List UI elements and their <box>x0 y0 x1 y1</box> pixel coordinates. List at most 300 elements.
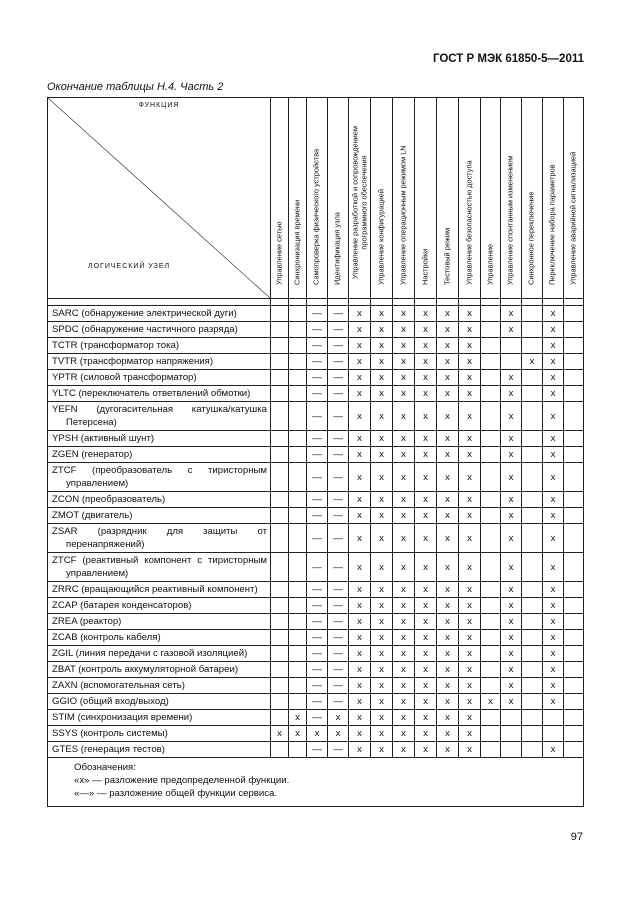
mark-cell: x <box>415 431 437 447</box>
column-header <box>371 98 393 299</box>
mark-cell <box>564 710 584 726</box>
mark-cell: x <box>415 322 437 338</box>
mark-cell: x <box>459 694 481 710</box>
mark-cell <box>289 402 307 431</box>
mark-cell: x <box>459 742 481 758</box>
mark-cell: x <box>371 431 393 447</box>
mark-cell: x <box>459 322 481 338</box>
mark-cell <box>522 431 543 447</box>
mark-cell <box>289 646 307 662</box>
mark-cell <box>289 630 307 646</box>
mark-cell: x <box>393 463 415 492</box>
column-header <box>328 98 349 299</box>
column-header <box>481 98 501 299</box>
mark-cell: — <box>307 386 328 402</box>
mark-cell: x <box>371 646 393 662</box>
mark-cell: x <box>393 742 415 758</box>
mark-cell: x <box>437 524 459 553</box>
mark-cell: — <box>328 322 349 338</box>
mark-cell: x <box>501 553 522 582</box>
mark-cell <box>522 553 543 582</box>
mark-cell <box>271 582 289 598</box>
mark-cell: x <box>543 508 564 524</box>
logical-node-name: ZBAT (контроль аккумуляторной батареи) <box>48 662 271 678</box>
mark-cell <box>271 614 289 630</box>
logical-node-axis-label: ЛОГИЧЕСКИЙ УЗЕЛ <box>88 263 171 270</box>
mark-cell: x <box>437 386 459 402</box>
mark-cell: — <box>328 354 349 370</box>
mark-cell <box>564 662 584 678</box>
mark-cell: x <box>415 582 437 598</box>
mark-cell: — <box>328 306 349 322</box>
mark-cell: — <box>328 662 349 678</box>
table-row <box>48 614 584 630</box>
mark-cell: x <box>437 678 459 694</box>
table-row <box>48 694 584 710</box>
mark-cell: x <box>349 553 371 582</box>
mark-cell: x <box>393 370 415 386</box>
mark-cell: x <box>501 630 522 646</box>
mark-cell: — <box>307 306 328 322</box>
mark-cell: — <box>307 553 328 582</box>
mark-cell: x <box>393 447 415 463</box>
column-header-label: Тестовый режим <box>442 228 452 286</box>
mark-cell <box>522 742 543 758</box>
mark-cell <box>564 524 584 553</box>
mark-cell: x <box>543 662 564 678</box>
mark-cell: x <box>437 553 459 582</box>
mark-cell: x <box>415 742 437 758</box>
mark-cell: x <box>543 386 564 402</box>
mark-cell: x <box>393 678 415 694</box>
logical-node-name: ZTCF (преобразователь с тиристорным управлением) <box>48 463 271 492</box>
mark-cell <box>481 524 501 553</box>
column-header <box>271 98 289 299</box>
column-header <box>543 98 564 299</box>
mark-cell <box>271 492 289 508</box>
mark-cell <box>271 402 289 431</box>
mark-cell <box>564 646 584 662</box>
column-header-label: Управление операционным режимом LN <box>398 145 408 286</box>
table-row <box>48 338 584 354</box>
logical-node-name: GGIO (общий вход/выход) <box>48 694 271 710</box>
mark-cell: x <box>437 402 459 431</box>
mark-cell: x <box>459 370 481 386</box>
mark-cell <box>522 508 543 524</box>
logical-node-name: ZGIL (линия передачи с газовой изоляцией) <box>48 646 271 662</box>
mark-cell: x <box>415 508 437 524</box>
mark-cell <box>289 524 307 553</box>
logical-node-name: ZSAR (разрядник для защиты от перенапряжений) <box>48 524 271 553</box>
mark-cell <box>289 370 307 386</box>
mark-cell: x <box>371 370 393 386</box>
legend-entry: «—» — разложение общей функции сервиса. <box>74 788 278 799</box>
mark-cell: x <box>437 614 459 630</box>
mark-cell: x <box>393 386 415 402</box>
mark-cell: x <box>371 447 393 463</box>
mark-cell: — <box>307 742 328 758</box>
mark-cell: x <box>371 338 393 354</box>
mark-cell: — <box>307 492 328 508</box>
mark-cell: x <box>543 447 564 463</box>
mark-cell <box>481 338 501 354</box>
mark-cell: — <box>328 742 349 758</box>
mark-cell <box>481 447 501 463</box>
mark-cell: x <box>543 553 564 582</box>
mark-cell <box>289 742 307 758</box>
mark-cell <box>564 726 584 742</box>
table-row <box>48 354 584 370</box>
mark-cell <box>271 306 289 322</box>
mark-cell: x <box>415 354 437 370</box>
mark-cell: x <box>328 726 349 742</box>
mark-cell: x <box>393 694 415 710</box>
mark-cell <box>481 678 501 694</box>
mark-cell <box>289 553 307 582</box>
mark-cell: x <box>481 694 501 710</box>
mark-cell: x <box>349 322 371 338</box>
mark-cell: x <box>543 354 564 370</box>
mark-cell <box>289 322 307 338</box>
mark-cell: x <box>543 614 564 630</box>
mark-cell: — <box>307 598 328 614</box>
mark-cell <box>271 463 289 492</box>
mark-cell: x <box>349 431 371 447</box>
mark-cell: — <box>307 447 328 463</box>
mark-cell: x <box>501 646 522 662</box>
mark-cell: x <box>415 463 437 492</box>
mark-cell: x <box>437 582 459 598</box>
table-row <box>48 370 584 386</box>
mark-cell: x <box>415 614 437 630</box>
mark-cell: x <box>371 694 393 710</box>
mark-cell: x <box>349 338 371 354</box>
logical-node-name: SSYS (контроль системы) <box>48 726 271 742</box>
mark-cell: x <box>501 662 522 678</box>
mark-cell: x <box>415 726 437 742</box>
mark-cell <box>289 431 307 447</box>
mark-cell <box>481 662 501 678</box>
mark-cell: x <box>459 630 481 646</box>
mark-cell: x <box>371 354 393 370</box>
mark-cell: x <box>501 322 522 338</box>
mark-cell: x <box>349 524 371 553</box>
mark-cell: x <box>349 447 371 463</box>
mark-cell: x <box>459 726 481 742</box>
logical-node-name: ZCAP (батарея конденсаторов) <box>48 598 271 614</box>
table-row <box>48 646 584 662</box>
mark-cell: x <box>371 726 393 742</box>
mark-cell: x <box>459 614 481 630</box>
mark-cell <box>564 614 584 630</box>
mark-cell <box>289 354 307 370</box>
mark-cell: x <box>289 726 307 742</box>
column-header-label: Синхронизация времени <box>292 200 302 286</box>
mark-cell: x <box>349 742 371 758</box>
mark-cell: x <box>459 492 481 508</box>
mark-cell: x <box>459 306 481 322</box>
mark-cell: x <box>328 710 349 726</box>
mark-cell <box>481 646 501 662</box>
mark-cell <box>271 646 289 662</box>
mark-cell: x <box>393 598 415 614</box>
mark-cell <box>481 386 501 402</box>
mark-cell: x <box>371 662 393 678</box>
mark-cell <box>289 338 307 354</box>
table-row <box>48 447 584 463</box>
mark-cell: — <box>307 582 328 598</box>
mark-cell <box>271 710 289 726</box>
mark-cell: x <box>393 402 415 431</box>
column-header-label: Управление безопасностью доступа <box>464 160 474 286</box>
mark-cell: — <box>307 646 328 662</box>
mark-cell <box>501 354 522 370</box>
mark-cell: x <box>415 306 437 322</box>
mark-cell: x <box>501 431 522 447</box>
mark-cell: x <box>543 370 564 386</box>
mark-cell: — <box>328 646 349 662</box>
mark-cell <box>271 370 289 386</box>
table-row <box>48 463 584 492</box>
table-row <box>48 492 584 508</box>
mark-cell: x <box>393 710 415 726</box>
mark-cell: x <box>349 463 371 492</box>
mark-cell: x <box>393 662 415 678</box>
logical-node-name: ZRRC (вращающийся реактивный компонент) <box>48 582 271 598</box>
mark-cell: x <box>543 630 564 646</box>
mark-cell: x <box>522 354 543 370</box>
mark-cell: x <box>543 694 564 710</box>
mark-cell <box>481 354 501 370</box>
mark-cell <box>481 614 501 630</box>
mark-cell: x <box>415 402 437 431</box>
mark-cell <box>271 447 289 463</box>
mark-cell <box>481 370 501 386</box>
mark-cell: x <box>349 402 371 431</box>
mark-cell <box>564 630 584 646</box>
mark-cell <box>564 463 584 492</box>
mark-cell: x <box>459 463 481 492</box>
mark-cell: — <box>307 370 328 386</box>
mark-cell: x <box>501 492 522 508</box>
mark-cell: — <box>307 354 328 370</box>
mark-cell: x <box>371 742 393 758</box>
mark-cell <box>481 508 501 524</box>
mark-cell <box>522 492 543 508</box>
mark-cell: — <box>307 508 328 524</box>
mark-cell: x <box>415 447 437 463</box>
mark-cell <box>271 742 289 758</box>
mark-cell: x <box>393 508 415 524</box>
table-row <box>48 322 584 338</box>
mark-cell <box>564 678 584 694</box>
mark-cell <box>522 447 543 463</box>
mark-cell: x <box>501 678 522 694</box>
mark-cell <box>522 694 543 710</box>
logical-node-name: ZTCF (реактивный компонент с тиристорным управлением) <box>48 553 271 582</box>
mark-cell <box>289 582 307 598</box>
mark-cell: x <box>415 646 437 662</box>
mark-cell <box>289 463 307 492</box>
mark-cell: x <box>393 524 415 553</box>
logical-node-name: YPSH (активный шунт) <box>48 431 271 447</box>
mark-cell: — <box>307 524 328 553</box>
mark-cell: x <box>415 598 437 614</box>
mark-cell <box>481 322 501 338</box>
mark-cell <box>271 386 289 402</box>
mark-cell: — <box>328 492 349 508</box>
mark-cell: x <box>393 582 415 598</box>
mark-cell: x <box>393 646 415 662</box>
notes-title: Обозначения: <box>74 762 136 773</box>
mark-cell: x <box>543 678 564 694</box>
mark-cell: x <box>349 678 371 694</box>
mark-cell: x <box>437 322 459 338</box>
mark-cell <box>522 524 543 553</box>
mark-cell: x <box>437 598 459 614</box>
mark-cell <box>564 598 584 614</box>
mark-cell: x <box>437 726 459 742</box>
column-header-label: Управление конфигурацией <box>376 189 386 286</box>
mark-cell: — <box>307 678 328 694</box>
mark-cell: x <box>349 370 371 386</box>
mark-cell: x <box>349 710 371 726</box>
mark-cell: x <box>437 431 459 447</box>
mark-cell <box>289 447 307 463</box>
mark-cell <box>564 431 584 447</box>
mark-cell: x <box>371 582 393 598</box>
mark-cell: x <box>459 582 481 598</box>
legend-entry: «x» — разложение предопределенной функции. <box>74 775 290 786</box>
function-axis-label: ФУНКЦИЯ <box>138 102 180 109</box>
mark-cell: x <box>459 598 481 614</box>
mark-cell: x <box>349 354 371 370</box>
mark-cell <box>271 524 289 553</box>
mark-cell: x <box>349 582 371 598</box>
mark-cell: x <box>437 463 459 492</box>
column-header-label: Управление сетью <box>274 221 284 286</box>
mark-cell: x <box>349 726 371 742</box>
mark-cell: — <box>328 582 349 598</box>
table-body <box>48 299 584 807</box>
column-header <box>459 98 481 299</box>
mark-cell <box>564 354 584 370</box>
mark-cell: x <box>415 553 437 582</box>
mark-cell <box>271 678 289 694</box>
mark-cell <box>271 354 289 370</box>
mark-cell <box>501 742 522 758</box>
mark-cell <box>289 694 307 710</box>
mark-cell: x <box>543 431 564 447</box>
mark-cell: — <box>328 553 349 582</box>
mark-cell <box>501 726 522 742</box>
mark-cell: x <box>459 354 481 370</box>
logical-node-name: STIM (синхронизация времени) <box>48 710 271 726</box>
column-header <box>289 98 307 299</box>
mark-cell <box>522 386 543 402</box>
table-row <box>48 508 584 524</box>
mark-cell: x <box>437 694 459 710</box>
mark-cell <box>522 370 543 386</box>
mark-cell: x <box>459 402 481 431</box>
mark-cell: x <box>437 646 459 662</box>
mark-cell: — <box>328 614 349 630</box>
mark-cell: x <box>459 508 481 524</box>
mark-cell <box>481 431 501 447</box>
column-header <box>501 98 522 299</box>
mark-cell: x <box>349 614 371 630</box>
mark-cell: x <box>501 614 522 630</box>
mark-cell: x <box>371 306 393 322</box>
mark-cell: x <box>543 338 564 354</box>
mark-cell <box>564 553 584 582</box>
mark-cell: x <box>437 306 459 322</box>
mark-cell: — <box>328 386 349 402</box>
diagonal-header-cell <box>48 98 271 299</box>
mark-cell <box>564 447 584 463</box>
mark-cell: x <box>415 492 437 508</box>
mark-cell: x <box>415 678 437 694</box>
logical-node-name: ZMOT (двигатель) <box>48 508 271 524</box>
logical-node-name: ZCON (преобразователь) <box>48 492 271 508</box>
mark-cell: x <box>501 524 522 553</box>
mark-cell <box>522 710 543 726</box>
table-row <box>48 630 584 646</box>
table-header-row <box>48 98 584 299</box>
mark-cell: x <box>501 582 522 598</box>
mark-cell <box>543 726 564 742</box>
column-header-label: Синхронное переключение <box>526 191 536 286</box>
mark-cell: x <box>501 447 522 463</box>
mark-cell <box>564 402 584 431</box>
column-header-label: Управление <box>485 244 495 286</box>
mark-cell: x <box>459 447 481 463</box>
mark-cell: x <box>371 630 393 646</box>
mark-cell: x <box>459 710 481 726</box>
mark-cell <box>564 742 584 758</box>
mark-cell: x <box>371 322 393 338</box>
mark-cell: — <box>328 338 349 354</box>
mark-cell <box>271 553 289 582</box>
mark-cell <box>564 386 584 402</box>
mark-cell: x <box>459 553 481 582</box>
mark-cell: x <box>459 524 481 553</box>
mark-cell <box>564 306 584 322</box>
mark-cell: — <box>328 370 349 386</box>
mark-cell: x <box>543 322 564 338</box>
mark-cell: — <box>307 630 328 646</box>
mark-cell: — <box>328 508 349 524</box>
logical-node-name: YEFN (дугогасительная катушка/катушка Петерсена) <box>48 402 271 431</box>
table-row <box>48 662 584 678</box>
mark-cell: x <box>459 431 481 447</box>
notes-cell <box>48 758 584 807</box>
mark-cell <box>481 463 501 492</box>
mark-cell: x <box>543 742 564 758</box>
mark-cell: x <box>371 614 393 630</box>
mark-cell <box>481 306 501 322</box>
mark-cell: x <box>543 524 564 553</box>
mark-cell: — <box>328 402 349 431</box>
logical-node-name: SARC (обнаружение электрической дуги) <box>48 306 271 322</box>
table-row <box>48 598 584 614</box>
mark-cell <box>271 508 289 524</box>
mark-cell <box>481 492 501 508</box>
mark-cell: x <box>393 630 415 646</box>
mark-cell <box>271 322 289 338</box>
mark-cell: x <box>371 710 393 726</box>
mark-cell: x <box>393 338 415 354</box>
